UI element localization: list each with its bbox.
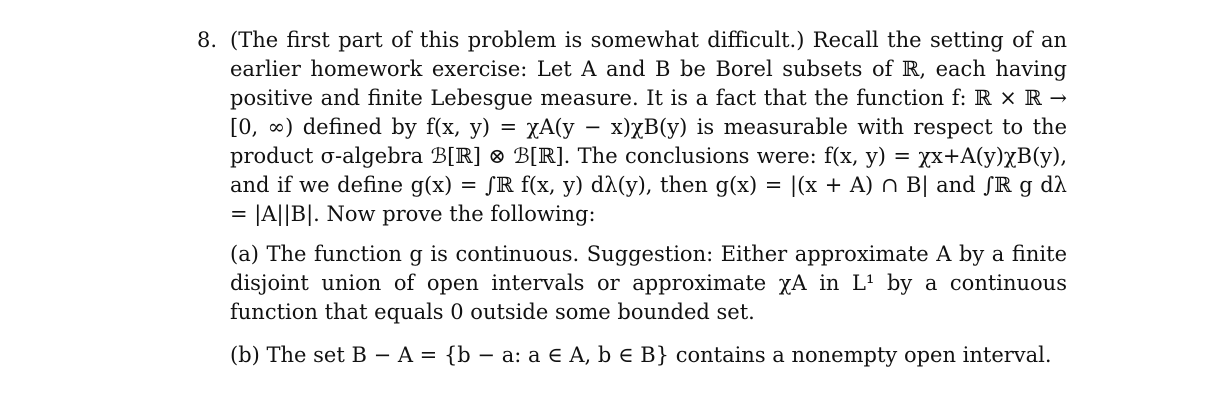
part-a: (a) The function g is continuous. Suggestion: Either approximate A by a finite disjoint union of open intervals or approximate χA in L¹ by a continuous function that equals 0 outside some bounded set.: [230, 242, 1067, 324]
problem-number: 8.: [197, 28, 218, 52]
part-b: (b) The set B − A = {b − a: a ∈ A, b ∈ B} contains a nonempty open interval.: [230, 343, 1052, 367]
problem-parts: [230, 240, 1067, 370]
problem-8: [197, 26, 1067, 370]
problem-statement: (The first part of this problem is somewhat difficult.) Recall the setting of an earlier homework exercise: Let A and B be Borel subsets of ℝ, each having positive and finite Lebesgue measure. It is a fact that the function f: ℝ × ℝ → [0, ∞) defined by f(x, y) = χA(y − x)χB(y) is measurable with respect to the product σ-algebra ℬ[ℝ] ⊗ ℬ[ℝ]. The conclusions were: f(x, y) = χx+A(y)χB(y), and if we define g(x) = ∫ℝ f(x, y) dλ(y), then g(x) = |(x + A) ∩ B| and ∫ℝ g dλ = |A||B|. Now prove the following:: [230, 28, 1067, 226]
